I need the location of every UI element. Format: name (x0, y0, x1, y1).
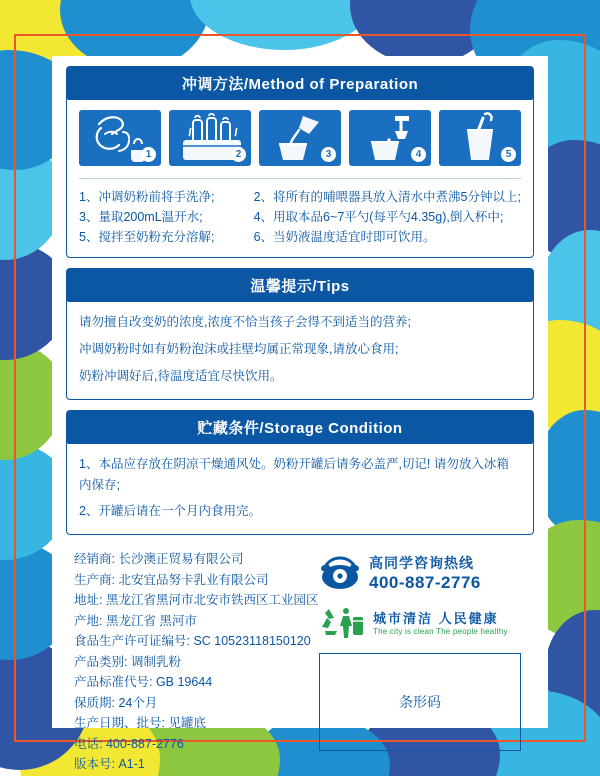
storage-body (67, 444, 533, 534)
eco-label-cn: 城市清洁 人民健康 (373, 611, 499, 626)
tips-panel (66, 268, 534, 400)
frame-border-top (14, 34, 586, 36)
company-info-line: 产品标准代号: GB 19644 (74, 675, 213, 689)
preparation-steps (67, 100, 533, 170)
preparation-title-en: Method of Preparation (248, 76, 419, 93)
tips-title (67, 269, 533, 302)
hotline-label: 高同学咨询热线 (369, 555, 474, 571)
preparation-title (67, 67, 533, 100)
list-item: 4、用取本品6~7平勺(每平勺4.35g),倒入杯中; (253, 210, 504, 224)
tips-title-cn: 温馨提示 (250, 278, 313, 295)
tips-title-en: Tips (317, 278, 350, 295)
telephone-icon (319, 555, 361, 591)
recycle-bin-icon (319, 605, 365, 639)
barcode-placeholder (319, 653, 521, 751)
company-info-line: 生产商: 北安宜品努卡乳业有限公司 (74, 572, 269, 587)
preparation-panel (66, 66, 534, 258)
company-info-list (74, 549, 319, 775)
company-info-line: 保质期: 24个月 (74, 695, 158, 710)
preparation-left-list (79, 187, 244, 247)
list-item: 3、量取200mL温开水; (79, 210, 203, 224)
hotline-number: 400-887-2776 (369, 573, 481, 592)
contact-column (319, 549, 534, 775)
storage-title-sep: / (259, 420, 265, 437)
company-info-line: 电话: 400-887-2776 (74, 736, 184, 751)
company-info-line: 食品生产许可证编号: SC 10523118150120 (74, 634, 311, 648)
company-info-line: 经销商: 长沙澳正贸易有限公司 (74, 552, 244, 566)
company-info-line: 产地: 黑龙江省 黑河市 (74, 613, 197, 628)
step-number: 4 (411, 147, 426, 162)
step-number: 1 (141, 147, 156, 162)
company-info-line: 版本号: A1-1 (74, 757, 145, 771)
step-number: 5 (501, 147, 516, 162)
preparation-right-list (254, 187, 521, 247)
step-number: 3 (321, 147, 336, 162)
preparation-instructions (67, 179, 533, 257)
frame-border-left (14, 34, 16, 740)
preparation-step (439, 110, 521, 166)
storage-title-en: Storage Condition (264, 420, 403, 437)
preparation-step (349, 110, 431, 166)
eco-text (373, 608, 508, 636)
bottom-info (52, 535, 548, 775)
storage-title (67, 411, 533, 444)
list-item: 1、冲调奶粉前将手洗净; (79, 190, 215, 204)
frame-border-right (584, 34, 586, 740)
company-info-line: 生产日期、批号: 见罐底 (74, 716, 206, 730)
storage-title-cn: 贮藏条件 (197, 420, 260, 437)
company-info-line: 产品类别: 调制乳粉 (74, 654, 181, 669)
storage-line: 1、本品应存放在阴凉干燥通风处。奶粉开罐后请务必盖严,切记! 请勿放入冰箱内保存; (79, 457, 509, 492)
storage-line: 2、开罐后请在一个月内食用完。 (79, 504, 261, 518)
tips-line: 奶粉冲调好后,待温度适宜尽快饮用。 (79, 369, 283, 383)
step-number: 2 (231, 147, 246, 162)
tips-title-sep: / (312, 278, 318, 295)
list-item: 2、将所有的哺喂器具放入清水中煮沸5分钟以上; (253, 190, 521, 204)
company-info-line: 地址: 黑龙江省黑河市北安市铁西区工业园区 (74, 593, 319, 607)
list-item: 5、搅拌至奶粉充分溶解; (79, 230, 215, 244)
hotline-block (319, 553, 534, 593)
barcode-label: 条形码 (399, 694, 441, 710)
preparation-step (169, 110, 251, 166)
eco-label-en: The city is clean The people healthy (373, 627, 508, 636)
tips-line: 冲调奶粉时如有奶粉泡沫或挂壁均属正常现象,请放心食用; (79, 342, 399, 356)
preparation-title-sep: / (243, 76, 249, 93)
hotline-text (369, 553, 481, 593)
preparation-title-cn: 冲调方法 (181, 76, 244, 93)
tips-body (67, 302, 533, 399)
tips-line: 请勿擅自改变奶的浓度,浓度不恰当孩子会得不到适当的营养; (79, 315, 411, 329)
preparation-step (79, 110, 161, 166)
eco-block (319, 605, 534, 639)
list-item: 6、当奶液温度适宜时即可饮用。 (253, 230, 436, 244)
label-card (52, 56, 548, 771)
storage-panel (66, 410, 534, 535)
preparation-step (259, 110, 341, 166)
